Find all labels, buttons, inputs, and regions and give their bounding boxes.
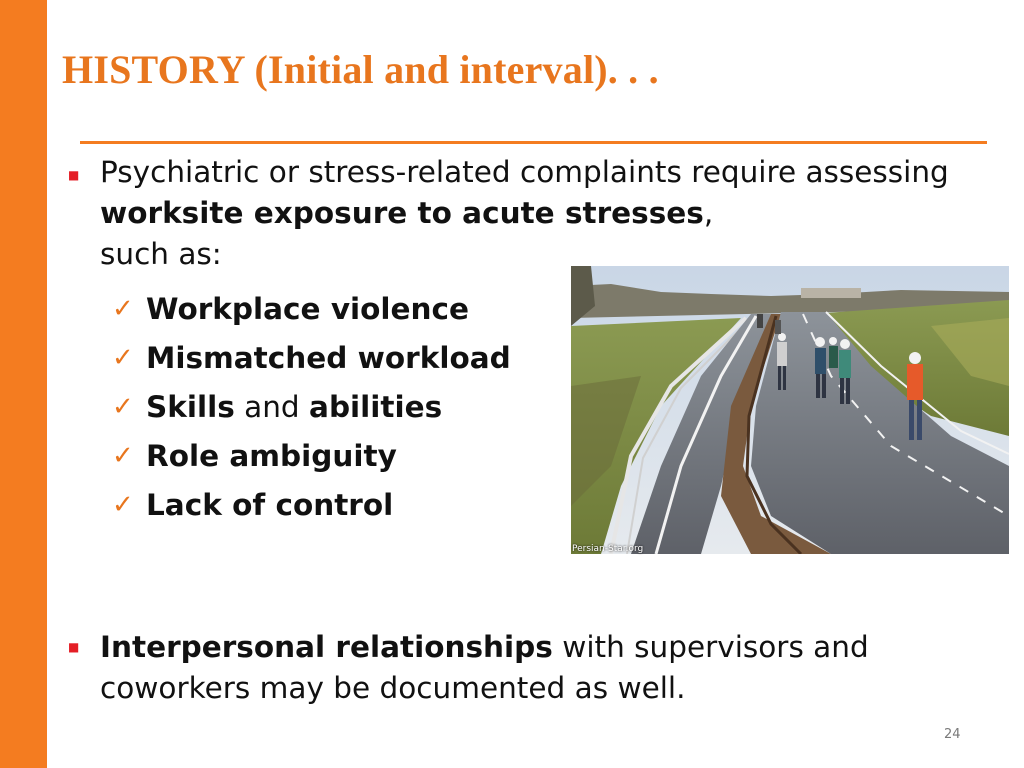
bullet-paragraph-1 [100, 152, 1000, 275]
checkmark-icon: ✓ [112, 293, 134, 324]
sub-item-conjunction: and [234, 389, 310, 424]
square-bullet-icon: ■ [68, 168, 80, 182]
title-underline [80, 141, 987, 144]
photo-watermark: Persian-Star.org [572, 544, 644, 554]
slide-title: HISTORY (Initial and interval). . . [62, 47, 659, 92]
sub-item-label-a: Skills [146, 389, 235, 424]
bullet2-bold: Interpersonal relationships [100, 630, 553, 664]
checkmark-icon: ✓ [112, 440, 134, 471]
sub-item-label: Workplace violence [146, 291, 470, 326]
checkmark-icon: ✓ [112, 489, 134, 520]
sub-item-label: Lack of control [146, 487, 394, 522]
sub-item-label-b: abilities [309, 389, 443, 424]
list-item [112, 431, 511, 480]
bullet2-text: with supervisors and coworkers may be documented as well. [100, 630, 869, 705]
sub-item-label: Mismatched workload [146, 340, 511, 375]
earthquake-road-photo [571, 266, 1009, 554]
list-item [112, 480, 511, 529]
side-accent-bar [0, 0, 47, 768]
list-item [112, 284, 511, 333]
sub-item-label: Role ambiguity [146, 438, 397, 473]
bullet-paragraph-2 [100, 627, 1000, 709]
page-number: 24 [944, 727, 961, 742]
bullet1-text-a: Psychiatric or stress-related complaints require assessing [100, 155, 949, 189]
bullet1-text-b: , [703, 196, 714, 230]
list-item [112, 333, 511, 382]
bullet1-text-c: such as: [100, 237, 222, 271]
bullet1-bold: worksite exposure to acute stresses [100, 196, 704, 230]
checkmark-icon: ✓ [112, 391, 134, 422]
square-bullet-icon: ■ [68, 640, 80, 654]
checkmark-icon: ✓ [112, 342, 134, 373]
sub-bullet-list [112, 284, 511, 529]
list-item [112, 382, 511, 431]
